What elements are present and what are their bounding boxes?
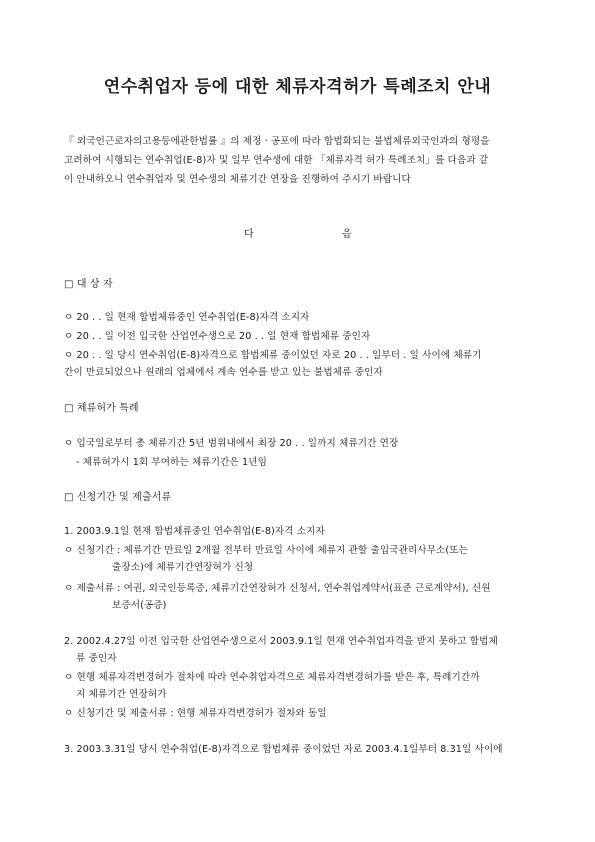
list-item: ㅇ 20 . . 일 이전 입국한 산업연수생으로 20 . . 일 현재 합법체류 중인자	[64, 331, 371, 342]
section-heading-targets: □ 대 상 자	[64, 279, 113, 290]
list-item: 출장소)에 체류기간연장허가 신청	[112, 562, 254, 573]
list-item: - 체류허가시 1회 부여하는 체류기간은 1년임	[76, 457, 267, 468]
intro-line: 고려하여 시행되는 연수취업(E-8)자 및 일부 연수생에 대한 「체류자격 허가 특례조치」를 다음과 같	[64, 155, 489, 166]
list-item: ㅇ 입국일로부터 총 체류기간 5년 범위내에서 최장 20 . . 일까지 체류기간 연장	[64, 438, 399, 449]
numbered-item: 3. 2003.3.31일 당시 연수취업(E-8)자격으로 합법체류 중이었던 자로 2003.4.1일부터 8.31일 사이에	[64, 744, 503, 755]
eum-heading: 음	[342, 229, 352, 240]
da-heading: 다	[244, 229, 254, 240]
numbered-item: 2. 2002.4.27일 이전 입국한 산업연수생으로서 2003.9.1일 현재 연수취업자격을 받지 못하고 합법체	[64, 636, 498, 647]
section-heading-application: □ 신청기간 및 제출서류	[64, 492, 172, 503]
list-item: ㅇ 신청기간 및 제출서류 : 현행 체류자격변경허가 절차와 동일	[64, 708, 327, 719]
list-item: ㅇ 신청기간 : 체류기간 만료일 2개월 전부터 만료일 사이에 체류지 관할 출입국관리사무소(또는	[64, 545, 468, 556]
list-item: 보증서(공증)	[112, 600, 167, 611]
list-item: 간이 만료되었으나 원래의 업체에서 계속 연수를 받고 있는 불법체류 중인자	[64, 367, 383, 378]
list-item: ㅇ 현행 체류자격변경허가 절차에 따라 연수취업자격으로 체류자격변경허가를 받은 후, 특례기간까	[64, 672, 480, 683]
numbered-item: 1. 2003.9.1일 현재 합법체류중인 연수취업(E-8)자격 소지자	[64, 526, 325, 537]
intro-line: 『 외국인근로자의고용등에관한법률 』의 제정 · 공포에 따라 합법화되는 불법체류외국인과의 형평을	[64, 136, 490, 147]
document-title: 연수취업자 등에 대한 체류자격허가 특례조치 안내	[103, 77, 492, 97]
numbered-item: 류 중인자	[76, 653, 117, 664]
intro-line: 이 안내하오니 연수취업자 및 연수생의 체류기간 연장을 진행하여 주시기 바랍니다	[64, 174, 411, 185]
list-item: ㅇ 20 . . 일 현재 합법체류중인 연수취업(E-8)자격 소지자	[64, 312, 310, 323]
section-heading-stay-permit: □ 체류허가 특례	[64, 403, 139, 414]
list-item: ㅇ 20 . . 일 당시 연수취업(E-8)자격으로 합법체류 중이었던 자로 20 . . 일부터 . 일 사이에 체류기	[64, 350, 482, 361]
list-item: ㅇ 제출서류 : 여권, 외국인등록증, 체류기간연장허가 신청서, 연수취업계약서(표준 근로계약서), 신원	[64, 583, 491, 594]
list-item: 지 체류기간 연장허가	[76, 689, 167, 700]
